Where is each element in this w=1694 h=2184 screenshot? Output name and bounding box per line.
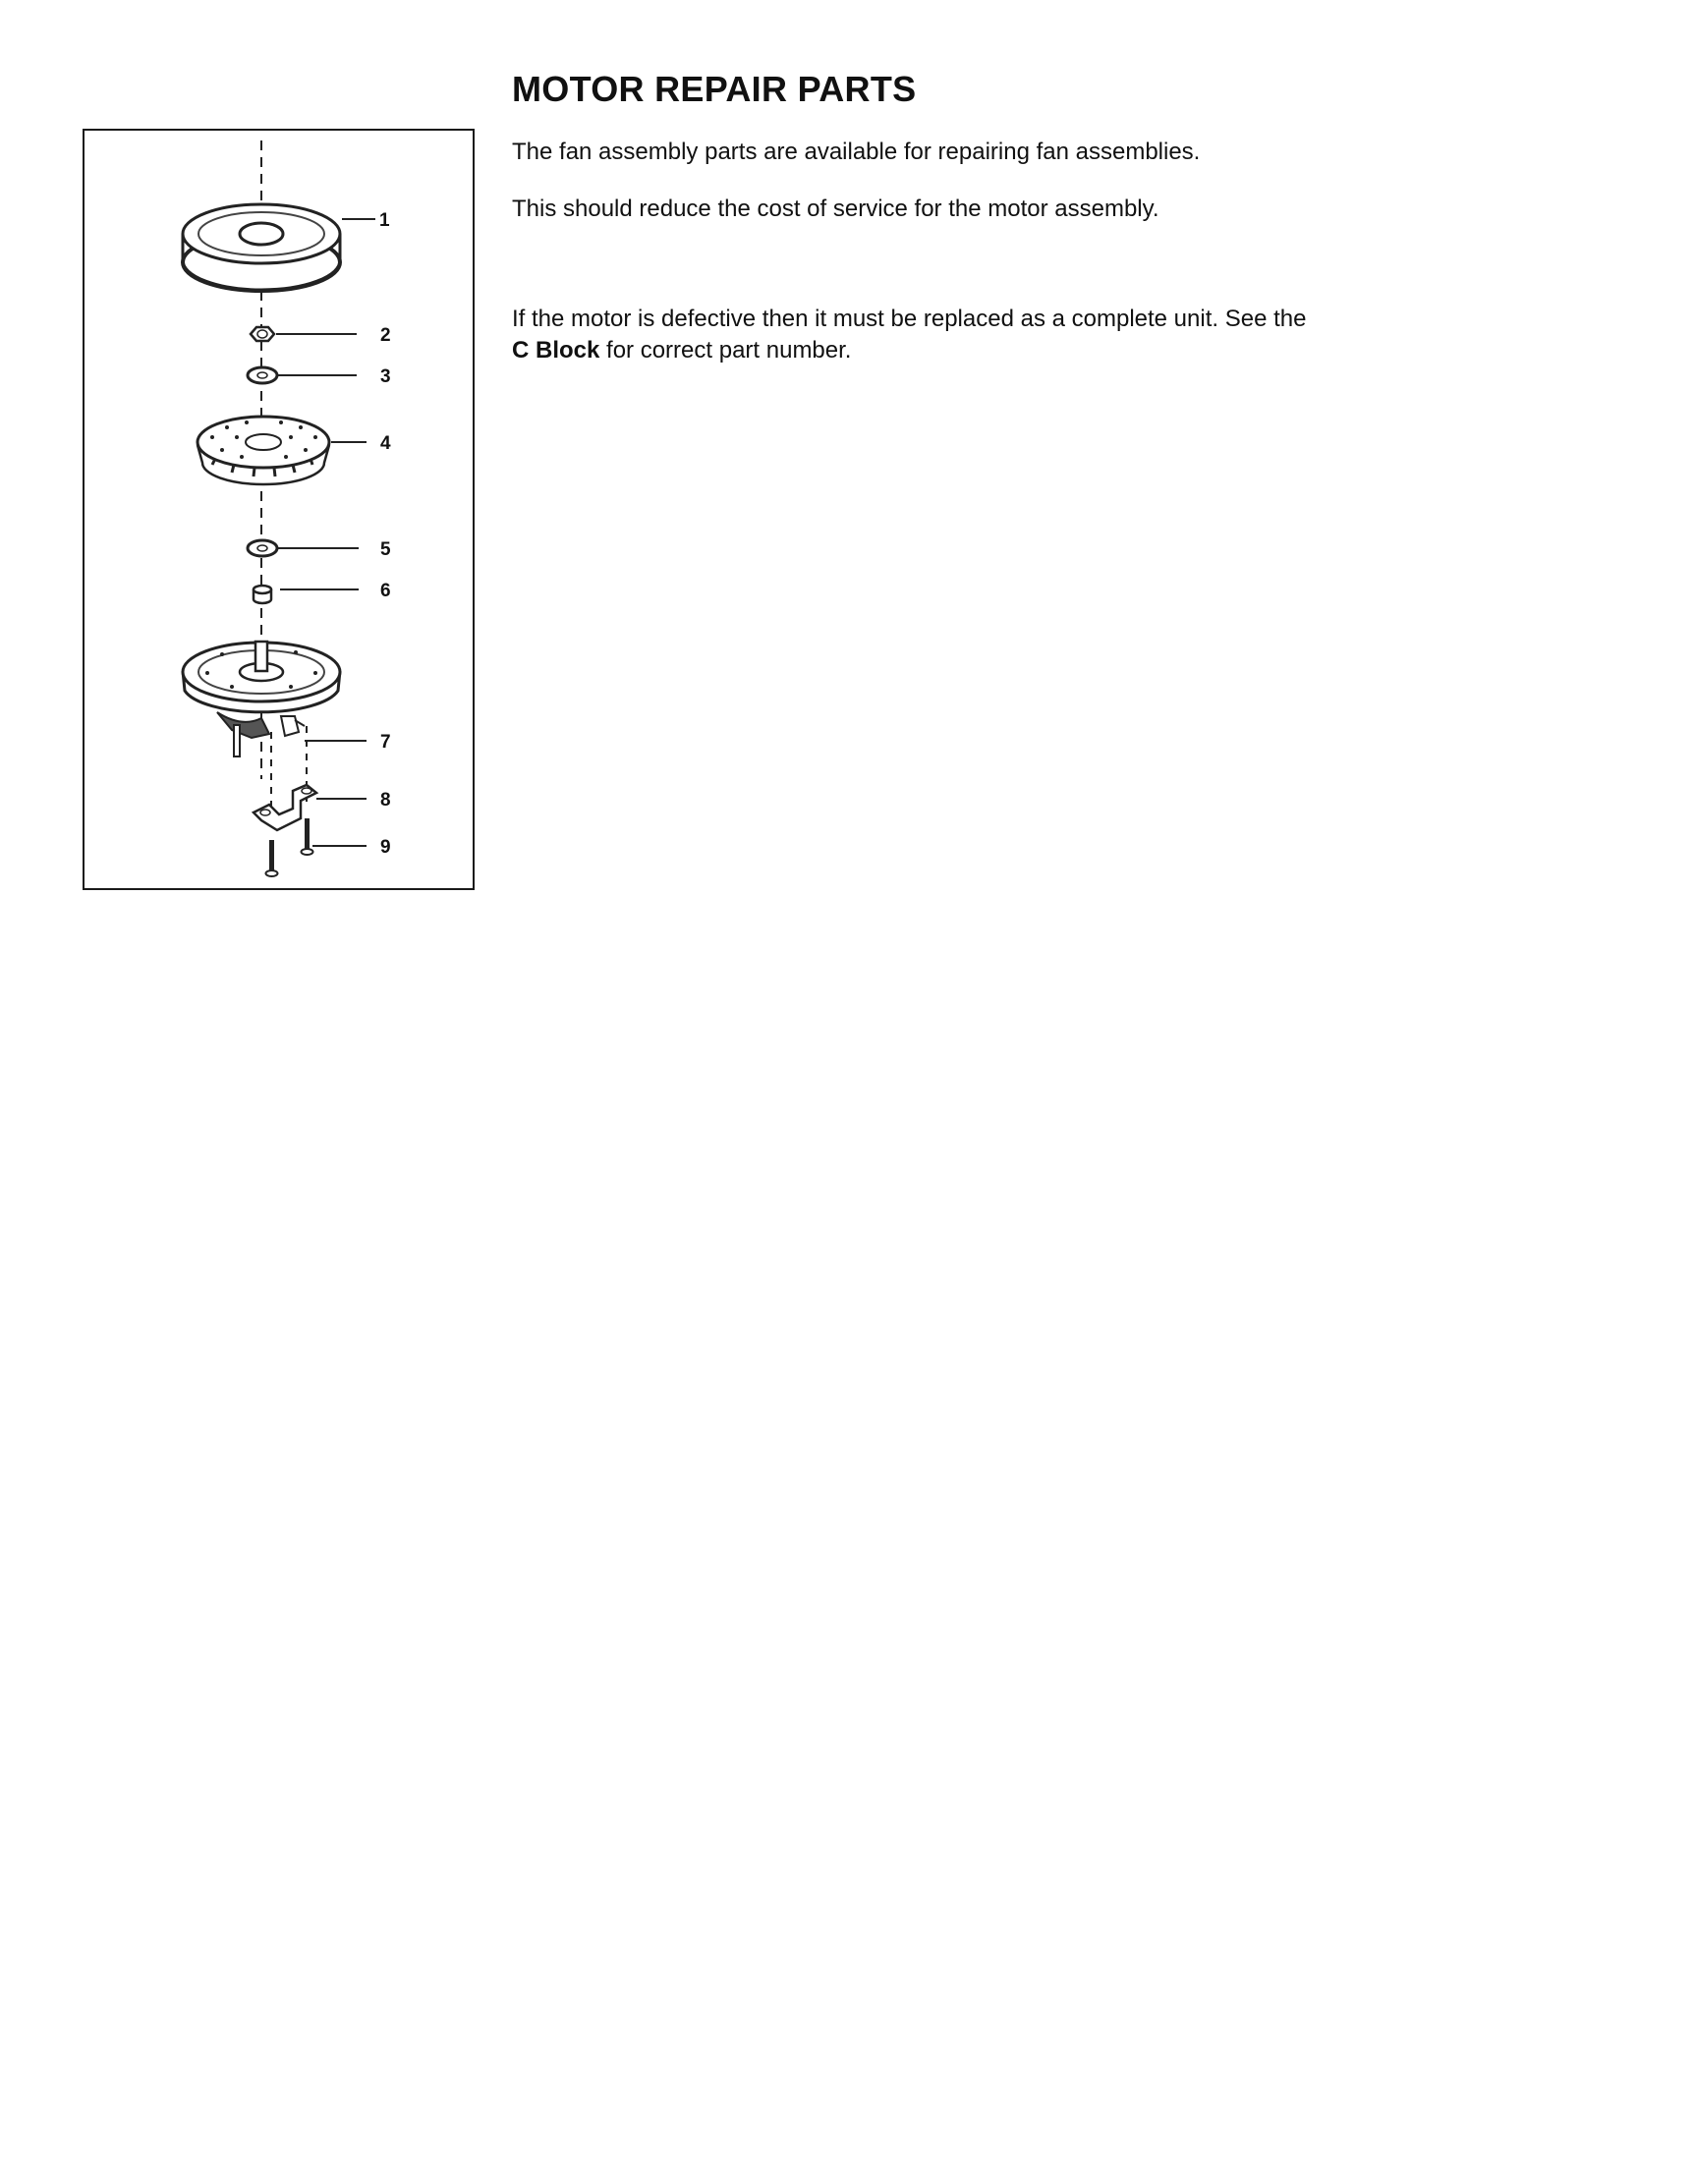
part-1-cover <box>183 204 340 291</box>
part-number-text: for correct part number. <box>599 337 852 364</box>
exploded-parts-diagram <box>83 129 475 890</box>
callout-5: 5 <box>380 539 391 560</box>
part-2-nut <box>251 327 274 341</box>
part-7-motor <box>183 642 340 756</box>
motor-replacement-text: If the motor is defective then it must be replaced as a complete unit. See the <box>512 306 1307 332</box>
part-5-washer <box>248 540 277 556</box>
parts-diagram-svg <box>85 131 477 892</box>
part-3-washer <box>248 367 277 383</box>
callout-9: 9 <box>380 837 391 858</box>
callout-2: 2 <box>380 325 391 346</box>
part-6-sleeve <box>254 586 271 603</box>
callout-4: 4 <box>380 433 391 454</box>
paragraph-fan-assembly: The fan assembly parts are available for repairing fan assemblies. <box>512 139 1201 165</box>
callout-6: 6 <box>380 581 391 601</box>
paragraph-motor-replacement <box>512 304 1495 366</box>
page-title: MOTOR REPAIR PARTS <box>512 69 917 109</box>
paragraph-service-cost: This should reduce the cost of service for the motor assembly. <box>512 196 1159 222</box>
callout-leader-lines <box>276 219 375 846</box>
callout-8: 8 <box>380 790 391 811</box>
callout-7: 7 <box>380 732 391 753</box>
callout-1: 1 <box>379 210 390 231</box>
callout-3: 3 <box>380 366 391 387</box>
c-block-reference: C Block <box>512 337 600 364</box>
part-4-fan <box>198 417 329 484</box>
